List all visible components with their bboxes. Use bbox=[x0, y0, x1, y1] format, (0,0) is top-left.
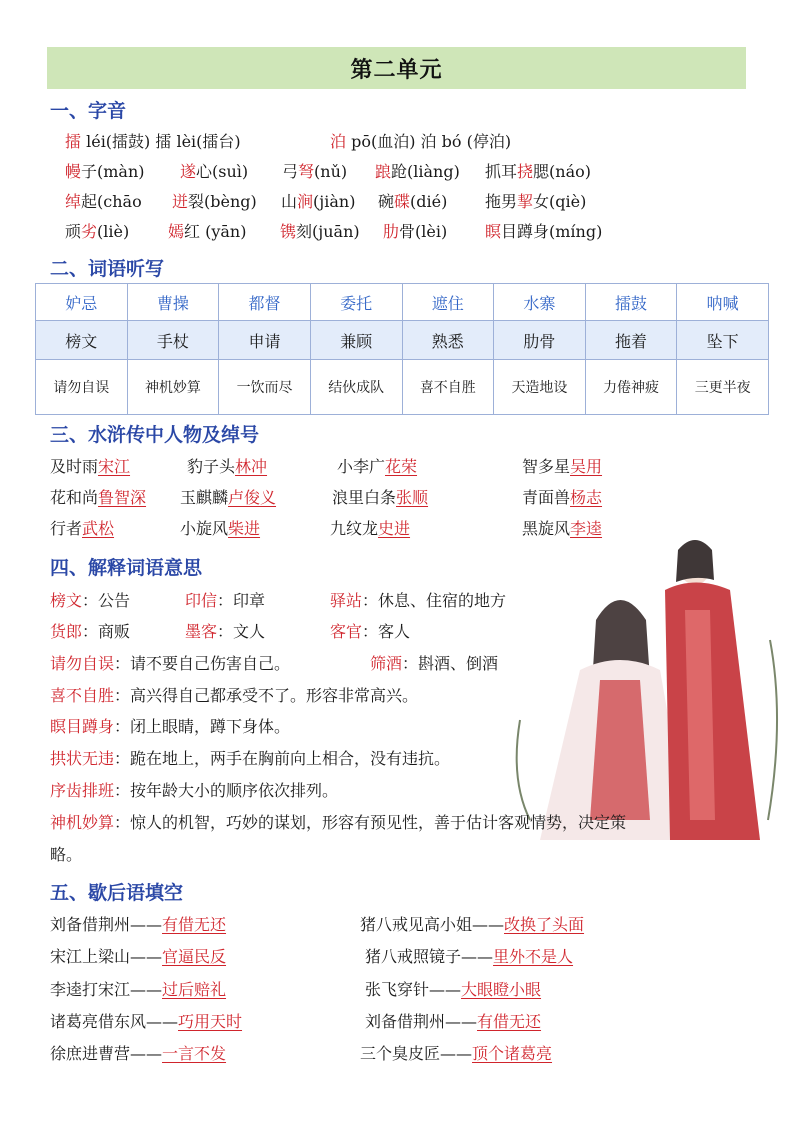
table-cell: 委托 bbox=[310, 284, 402, 321]
term: 喜不自胜 bbox=[50, 686, 115, 705]
table-cell: 兼顾 bbox=[310, 321, 402, 360]
table-cell: 水寨 bbox=[494, 284, 586, 321]
term: 序齿排班 bbox=[50, 781, 115, 800]
definition-row-5 bbox=[50, 716, 290, 738]
riddle-part: 徐庶进曹营—— bbox=[50, 1044, 163, 1063]
nickname: 九纹龙 bbox=[330, 519, 379, 538]
character-name: 宋江 bbox=[98, 457, 131, 476]
meaning: ：高兴得自己都承受不了。形容非常高兴。 bbox=[114, 686, 419, 705]
pinyin-char: 挈 bbox=[517, 192, 534, 211]
table-cell: 妒忌 bbox=[36, 284, 128, 321]
term: 货郎 bbox=[50, 622, 83, 641]
nickname: 豹子头 bbox=[187, 457, 236, 476]
pinyin-text: 目蹲身(míng) bbox=[501, 222, 603, 241]
pinyin-prefix: 拖男 bbox=[485, 192, 518, 211]
nickname: 玉麒麟 bbox=[180, 488, 229, 507]
term: 驿站 bbox=[330, 591, 363, 610]
riddle-part: 张飞穿针—— bbox=[365, 980, 462, 999]
nickname: 小李广 bbox=[337, 457, 386, 476]
pinyin-text: 骨(lèi) bbox=[399, 222, 448, 241]
section-heading-dictation: 二、词语听写 bbox=[50, 258, 165, 280]
meaning: ：休息、住宿的地方 bbox=[362, 591, 507, 610]
pinyin-prefix: 顽 bbox=[65, 222, 82, 241]
character-name: 花荣 bbox=[385, 457, 418, 476]
table-cell: 拖着 bbox=[585, 321, 677, 360]
pinyin-text: 跄(liàng) bbox=[391, 162, 460, 181]
nickname: 及时雨 bbox=[50, 457, 99, 476]
riddle-part: 三个臭皮匠—— bbox=[360, 1044, 473, 1063]
riddle-part: 刘备借荆州—— bbox=[50, 915, 163, 934]
table-cell: 曹操 bbox=[127, 284, 219, 321]
definition-row-8-continued: 略。 bbox=[50, 845, 83, 864]
riddle-answer: 有借无还 bbox=[477, 1012, 542, 1031]
table-cell: 擂鼓 bbox=[585, 284, 677, 321]
term: 印信 bbox=[185, 591, 218, 610]
pinyin-char: 瞑 bbox=[485, 222, 502, 241]
page-title-bar bbox=[47, 47, 746, 89]
pinyin-char: 镌 bbox=[280, 222, 297, 241]
table-cell: 肋骨 bbox=[494, 321, 586, 360]
pinyin-text: 女(qiè) bbox=[533, 192, 587, 211]
pinyin-char: 幔 bbox=[65, 162, 82, 181]
nickname: 浪里白条 bbox=[332, 488, 397, 507]
character-name: 柴进 bbox=[228, 519, 261, 538]
table-row bbox=[36, 321, 769, 360]
riddle-answer: 有借无还 bbox=[162, 915, 227, 934]
pinyin-char: 肋 bbox=[383, 222, 400, 241]
meaning: ：文人 bbox=[217, 622, 266, 641]
table-cell: 神机妙算 bbox=[127, 360, 219, 415]
meaning: ：请不要自己伤害自己。 bbox=[114, 654, 291, 673]
pinyin-row-1b bbox=[330, 131, 511, 153]
character-name: 杨志 bbox=[570, 488, 603, 507]
pinyin-text: (liè) bbox=[97, 222, 130, 241]
pinyin-char: 劣 bbox=[81, 222, 98, 241]
table-row bbox=[36, 360, 769, 415]
pinyin-char: 挠 bbox=[517, 162, 534, 181]
meaning: ：跪在地上，两手在胸前向上相合，没有违抗。 bbox=[114, 749, 451, 768]
table-cell: 申请 bbox=[219, 321, 311, 360]
section-heading-pinyin: 一、字音 bbox=[50, 100, 127, 122]
riddle-answer: 一言不发 bbox=[162, 1044, 227, 1063]
pinyin-text: 腮(náo) bbox=[533, 162, 591, 181]
pinyin-char: 涧 bbox=[297, 192, 314, 211]
pinyin-text: 裂(bèng) bbox=[188, 192, 257, 211]
pinyin-text: 刻(juān) bbox=[296, 222, 360, 241]
riddle-answer: 顶个诸葛亮 bbox=[472, 1044, 553, 1063]
table-cell: 天造地设 bbox=[494, 360, 586, 415]
definition-row-4 bbox=[50, 685, 418, 707]
vocab-table bbox=[35, 283, 769, 415]
term: 神机妙算 bbox=[50, 813, 115, 832]
meaning: ：惊人的机智，巧妙的谋划，形容有预见性，善于估计客观情势，决定策 bbox=[114, 813, 627, 832]
table-cell: 手杖 bbox=[127, 321, 219, 360]
definition-row-8 bbox=[50, 812, 626, 834]
term: 请勿自误 bbox=[50, 654, 115, 673]
character-name: 张顺 bbox=[396, 488, 429, 507]
pinyin-char: 泊 bbox=[330, 132, 347, 151]
meaning: ：斟酒、倒酒 bbox=[402, 654, 499, 673]
term: 筛酒 bbox=[370, 654, 403, 673]
page-title: 第二单元 bbox=[350, 56, 443, 83]
term: 拱状无违 bbox=[50, 749, 115, 768]
pinyin-char: 遂 bbox=[180, 162, 197, 181]
meaning: ：客人 bbox=[362, 622, 411, 641]
nickname: 青面兽 bbox=[522, 488, 571, 507]
pinyin-text: pō(血泊) 泊 bó (停泊) bbox=[346, 132, 512, 151]
pinyin-char: 迸 bbox=[172, 192, 189, 211]
riddle-answer: 里外不是人 bbox=[493, 947, 574, 966]
pinyin-char: 弩 bbox=[298, 162, 315, 181]
meaning: ：公告 bbox=[82, 591, 131, 610]
pinyin-char: 嫣 bbox=[168, 222, 185, 241]
nickname: 花和尚 bbox=[50, 488, 99, 507]
definition-row-7 bbox=[50, 780, 338, 802]
term: 瞑目蹲身 bbox=[50, 717, 115, 736]
character-name: 李逵 bbox=[570, 519, 603, 538]
pinyin-prefix: 山 bbox=[281, 192, 298, 211]
section-heading-xiehouyu: 五、歇后语填空 bbox=[50, 882, 184, 904]
pinyin-char: 碟 bbox=[394, 192, 411, 211]
riddle-part: 猪八戒照镜子—— bbox=[365, 947, 494, 966]
pinyin-char: 踉 bbox=[375, 162, 392, 181]
pinyin-text: (nǔ) bbox=[314, 162, 348, 181]
pinyin-text: 起(chāo bbox=[81, 192, 142, 211]
nickname: 行者 bbox=[50, 519, 83, 538]
table-cell: 三更半夜 bbox=[677, 360, 769, 415]
character-name: 吴用 bbox=[570, 457, 603, 476]
table-cell: 熟悉 bbox=[402, 321, 494, 360]
pinyin-text: 红 (yān) bbox=[184, 222, 247, 241]
figures-illustration bbox=[500, 520, 794, 850]
riddle-answer: 巧用天时 bbox=[178, 1012, 243, 1031]
table-cell: 请勿自误 bbox=[36, 360, 128, 415]
table-cell: 呐喊 bbox=[677, 284, 769, 321]
table-cell: 结伙成队 bbox=[310, 360, 402, 415]
meaning: ：按年龄大小的顺序依次排列。 bbox=[114, 781, 339, 800]
table-cell: 都督 bbox=[219, 284, 311, 321]
nickname: 黑旋风 bbox=[522, 519, 571, 538]
character-name: 卢俊义 bbox=[228, 488, 277, 507]
section-heading-nicknames: 三、水浒传中人物及绰号 bbox=[50, 424, 260, 446]
table-cell: 遮住 bbox=[402, 284, 494, 321]
riddle-part: 猪八戒见高小姐—— bbox=[360, 915, 505, 934]
pinyin-text: (jiàn) bbox=[313, 192, 356, 211]
table-cell: 力倦神疲 bbox=[585, 360, 677, 415]
meaning: ：闭上眼睛，蹲下身体。 bbox=[114, 717, 291, 736]
term: 榜文 bbox=[50, 591, 83, 610]
pinyin-row-1 bbox=[65, 131, 241, 153]
term: 墨客 bbox=[185, 622, 218, 641]
table-cell: 榜文 bbox=[36, 321, 128, 360]
riddle-part: 刘备借荆州—— bbox=[365, 1012, 478, 1031]
pinyin-prefix: 抓耳 bbox=[485, 162, 518, 181]
character-name: 林冲 bbox=[235, 457, 268, 476]
nickname: 小旋风 bbox=[180, 519, 229, 538]
riddle-part: 诸葛亮借东风—— bbox=[50, 1012, 179, 1031]
character-name: 武松 bbox=[82, 519, 115, 538]
term: 客官 bbox=[330, 622, 363, 641]
table-cell: 喜不自胜 bbox=[402, 360, 494, 415]
table-cell: 一饮而尽 bbox=[219, 360, 311, 415]
riddle-answer: 官逼民反 bbox=[162, 947, 227, 966]
character-name: 鲁智深 bbox=[98, 488, 147, 507]
table-row bbox=[36, 284, 769, 321]
riddle-answer: 过后赔礼 bbox=[162, 980, 227, 999]
section-heading-definitions: 四、解释词语意思 bbox=[50, 557, 203, 579]
pinyin-text: léi(擂鼓) 擂 lèi(擂台) bbox=[81, 132, 241, 151]
pinyin-text: 子(màn) bbox=[81, 162, 145, 181]
pinyin-text: 心(suì) bbox=[196, 162, 249, 181]
pinyin-char: 擂 bbox=[65, 132, 82, 151]
pinyin-prefix: 碗 bbox=[378, 192, 395, 211]
riddle-part: 李逵打宋江—— bbox=[50, 980, 163, 999]
riddle-answer: 大眼瞪小眼 bbox=[461, 980, 542, 999]
pinyin-char: 绰 bbox=[65, 192, 82, 211]
character-name: 史进 bbox=[378, 519, 411, 538]
nickname: 智多星 bbox=[522, 457, 571, 476]
table-cell: 坠下 bbox=[677, 321, 769, 360]
meaning: ：印章 bbox=[217, 591, 266, 610]
pinyin-prefix: 弓 bbox=[282, 162, 299, 181]
definition-row-6 bbox=[50, 748, 450, 770]
riddle-part: 宋江上梁山—— bbox=[50, 947, 163, 966]
meaning: ：商贩 bbox=[82, 622, 131, 641]
riddle-answer: 改换了头面 bbox=[504, 915, 585, 934]
pinyin-text: (dié) bbox=[410, 192, 448, 211]
